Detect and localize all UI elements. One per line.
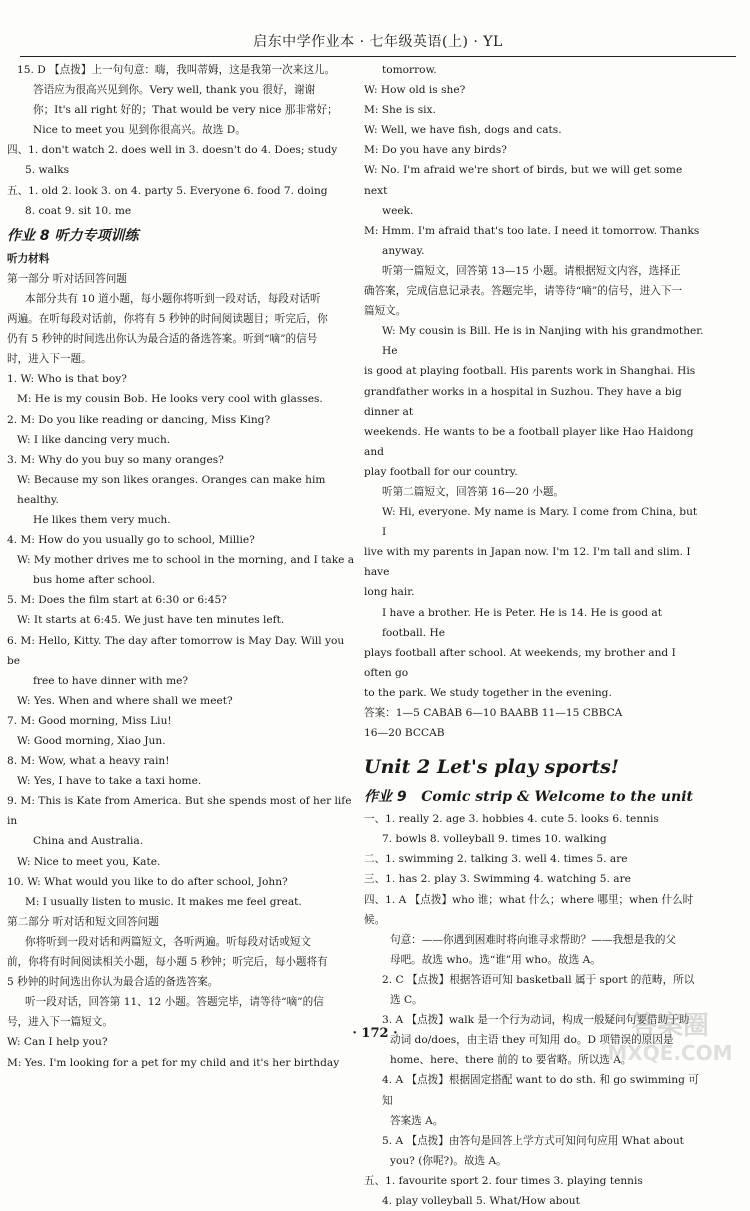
text-line: 号，进入下一篇短文。	[7, 1016, 113, 1029]
text-line: 答案选 A。	[390, 1114, 444, 1127]
watermark-logo	[600, 1000, 740, 1070]
text-line: weekends. He wants to be a football player like Hao Haidong and	[364, 425, 694, 458]
text-line: 5. walks	[25, 164, 70, 177]
left-column	[7, 60, 359, 1073]
dialog-line: He likes them very much.	[33, 513, 171, 526]
passage1-intro	[364, 261, 704, 321]
dialog-line: M: I usually listen to music. It makes me feel great.	[25, 895, 302, 908]
dialog-line: W: No. I'm afraid we're short of birds, but we will get some next	[364, 164, 683, 197]
dialog-line: 6. M: Hello, Kitty. The day after tomorrow is May Day. Will you be	[7, 634, 345, 667]
hw9-section-2: 二、1. swimming 2. talking 3. well 4. times 5. are	[364, 853, 628, 866]
text-line: plays football after school. At weekends, my brother and I often go	[364, 646, 676, 679]
dialog-line: W: Nice to meet you, Kate.	[17, 855, 161, 868]
text-line: 本部分共有 10 道小题，每小题你将听到一段对话，每段对话听	[25, 292, 321, 305]
text-line: 仍有 5 秒钟的时间选出你认为最合适的备选答案。听到“嘀”的信号	[7, 333, 318, 346]
text-line: 你将听到一段对话和两篇短文，各听两遍。听每段对话或短文	[25, 935, 312, 948]
text-line: W: My cousin is Bill. He is in Nanjing with his grandmother. He	[382, 325, 704, 358]
text-line: W: Hi, everyone. My name is Mary. I come from China, but I	[382, 506, 698, 539]
hw9-subtitle: Comic strip & Welcome to the unit	[421, 789, 693, 806]
dialog-line: 10. W: What would you like to do after school, John?	[7, 875, 288, 888]
text-line: 听一段对话，回答第 11、12 小题。答题完毕，请等待“嘀”的信	[25, 996, 324, 1009]
watermark-text-2: MXQE.COM	[607, 1041, 733, 1065]
text-line: 四、1. don't watch 2. does well in 3. doesn't do 4. Does; study	[7, 144, 338, 157]
material-label: 听力材料	[7, 252, 50, 265]
text-line: 2. C 【点拨】根据答语可知 basketball 属于 sport 的范畴，所以	[382, 973, 695, 986]
dialog-line: W: Good morning, Xiao Jun.	[17, 735, 166, 747]
hw9-section-5	[364, 1171, 704, 1211]
text-line: 一、1. really 2. age 3. hobbies 4. cute 5. looks 6. tennis	[364, 813, 659, 826]
text-line: 句意：——你遇到困难时将向谁寻求帮助？——我想是我的父	[390, 933, 677, 946]
text-line: 五、1. favourite sport 2. four times 3. playing tennis	[364, 1174, 643, 1187]
dialog-line: 1. W: Who is that boy?	[7, 373, 127, 386]
dialog-line: bus home after school.	[33, 574, 156, 587]
dialog-line: W: My mother drives me to school in the morning, and I take a	[17, 554, 355, 567]
text-line: I have a brother. He is Peter. He is 14. He is good at football. He	[382, 606, 662, 639]
page-number: · 172 ·	[352, 1026, 398, 1041]
hw9-title	[364, 785, 704, 809]
header-title: 启东中学作业本 · 七年级英语(上) · YL	[253, 34, 503, 50]
dialog-line: China and Australia.	[33, 835, 144, 848]
dialog-line: M: Hmm. I'm afraid that's too late. I need it tomorrow. Thanks	[364, 224, 700, 237]
text-line: long hair.	[364, 586, 415, 599]
text-line: live with my parents in Japan now. I'm 12. I'm tall and slim. I have	[364, 546, 691, 579]
text-line: 确答案，完成信息记录表。答题完毕，请等待“嘀”的信号，进入下一	[364, 285, 683, 298]
text-line: 两遍。在听每段对话前，你将有 5 秒钟的时间阅读题目；听完后，你	[7, 313, 328, 326]
text-line: 4. play volleyball 5. What/How about	[382, 1194, 580, 1207]
text-line: 16—20 BCCAB	[364, 727, 445, 740]
part1-title: 第一部分 听对话回答问题	[7, 272, 127, 285]
text-line: 答语应为很高兴见到你。Very well, thank you 很好，谢谢	[33, 84, 316, 97]
dialog-line: W: Yes, I have to take a taxi home.	[17, 775, 202, 788]
watermark-text-1: 答案圈	[630, 1011, 710, 1041]
text-line: Nice to meet you 见到你很高兴。故选 D。	[33, 124, 246, 137]
text-line: 8. coat 9. sit 10. me	[25, 204, 132, 217]
text-line: 4. A 【点拨】根据固定搭配 want to do sth. 和 go swimming 可知	[382, 1074, 699, 1107]
dialog-continued	[364, 60, 704, 261]
text-line: play football for our country.	[364, 465, 518, 478]
passage1	[364, 321, 704, 482]
unit-title: Unit 2 Let's play sports!	[364, 756, 620, 779]
text-line: home、here、there 前的 to 要省略。所以选 A。	[390, 1054, 632, 1067]
section-5-answers	[7, 181, 359, 221]
section-4-answers	[7, 140, 359, 180]
part1-intro	[7, 289, 359, 369]
text-line: is good at playing football. His parents work in Shanghai. His	[364, 365, 696, 378]
dialog-line: W: Because my son likes oranges. Oranges can make him healthy.	[17, 473, 326, 506]
dialog-line: 5. M: Does the film start at 6:30 or 6:45?	[7, 594, 227, 607]
text-line: 前，你将有时间阅读相关小题，每小题 5 秒钟；听完后，每小题将有	[7, 956, 328, 969]
dialog-line: 2. M: Do you like reading or dancing, Miss King?	[7, 413, 271, 426]
dialog-line: M: He is my cousin Bob. He looks very cool with glasses.	[17, 393, 323, 406]
dialog-line: M: Yes. I'm looking for a pet for my child and it's her birthday	[7, 1056, 340, 1069]
hw9-label: 作业 9	[364, 789, 407, 806]
text-line: 选 C。	[390, 994, 423, 1007]
dialog-line: W: It starts at 6:45. We just have ten minutes left.	[17, 614, 285, 627]
text-line: 五、1. old 2. look 3. on 4. party 5. Everyone 6. food 7. doing	[7, 184, 328, 197]
passage2	[364, 502, 704, 703]
dialog-line: W: I like dancing very much.	[17, 433, 171, 446]
hw8-title: 作业 8 听力专项训练	[7, 227, 139, 244]
text-line: grandfather works in a hospital in Suzhou. They have a big dinner at	[364, 385, 682, 418]
part2-title: 第二部分 听对话和短文回答问题	[7, 915, 159, 928]
passage2-intro: 听第二篇短文，回答第 16—20 小题。	[382, 485, 565, 498]
text-line: 动词 do/does，由主语 they 可知用 do。D 项错误的原因是	[390, 1034, 674, 1047]
dialog-line: tomorrow.	[382, 64, 437, 76]
text-line: you? (你呢?)。故选 A。	[390, 1154, 507, 1167]
text-line: 3. A 【点拨】walk 是一个行为动词，构成一般疑问句要借助于助	[382, 1014, 690, 1027]
dialog-line: W: How old is she?	[364, 84, 466, 97]
dialog-list	[7, 369, 359, 912]
hw9-section-3: 三、1. has 2. play 3. Swimming 4. watching 5. are	[364, 873, 631, 886]
dialog-line: W: Well, we have fish, dogs and cats.	[364, 124, 562, 137]
text-line: 5. A 【点拨】由答句是回答上学方式可知问句应用 What about	[382, 1134, 684, 1147]
text-line: 答案：1—5 CABAB 6—10 BAABB 11—15 CBBCA	[364, 707, 623, 719]
dialog-line: week.	[382, 204, 414, 217]
dialog-line: 9. M: This is Kate from America. But she spends most of her life in	[7, 795, 352, 828]
part2-intro	[7, 932, 359, 992]
text-line: 你；It's all right 好的；That would be very nice 那非常好；	[33, 104, 338, 117]
dialog-line: M: Do you have any birds?	[364, 144, 507, 157]
dialog-line: 8. M: Wow, what a heavy rain!	[7, 755, 170, 768]
text-line: 听第一篇短文，回答第 13—15 小题。请根据短文内容，选择正	[382, 264, 681, 277]
text-line: 四、1. A 【点拨】who 谁；what 什么；where 哪里；when 什么时候。	[364, 893, 694, 926]
text-line: to the park. We study together in the evening.	[364, 686, 612, 699]
hw9-section-1	[364, 809, 704, 849]
dialog-line: W: Yes. When and where shall we meet?	[17, 694, 233, 707]
dialog-line: 3. M: Why do you buy so many oranges?	[7, 453, 224, 466]
q15-explanation	[7, 60, 359, 140]
text-line: 5 秒钟的时间选出你认为最合适的备选答案。	[7, 976, 219, 989]
text-line: 母吧。故选 who。选“谁”用 who。故选 A。	[390, 953, 601, 966]
dialog-line: M: She is six.	[364, 104, 436, 117]
dialog-line: 7. M: Good morning, Miss Liu!	[7, 714, 172, 727]
text-line: 时，进入下一题。	[7, 353, 92, 366]
text-line: 篇短文。	[364, 305, 407, 318]
answer-key	[364, 703, 704, 743]
text-line: 15. D 【点拨】上一句句意：嗨，我叫蒂姆，这是我第一次来这儿。	[17, 64, 336, 76]
dialog-line: W: Can I help you?	[7, 1036, 108, 1049]
page-header	[20, 30, 736, 57]
dialog-line: 4. M: How do you usually go to school, Millie?	[7, 534, 255, 547]
dialog-line: anyway.	[382, 244, 425, 257]
dialog-line: free to have dinner with me?	[33, 674, 189, 687]
text-line: 7. bowls 8. volleyball 9. times 10. walking	[382, 833, 607, 846]
